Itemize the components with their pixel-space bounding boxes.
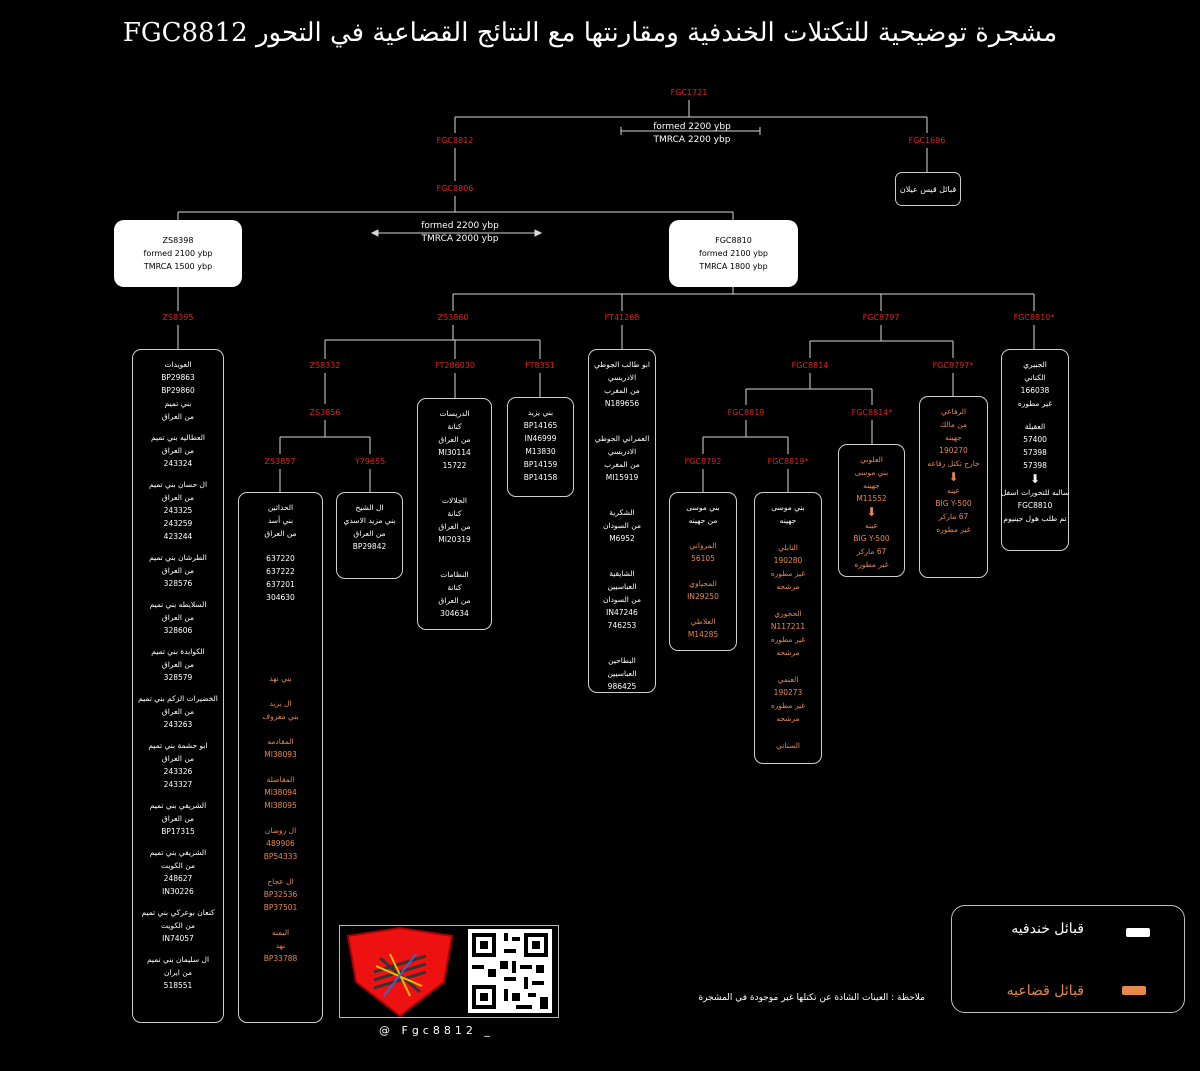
sample-line: من العراق (161, 493, 195, 502)
sample-line: العلوني (860, 455, 883, 464)
sample-line: من العراق (264, 529, 297, 538)
sample-line: BP29863 (161, 373, 195, 382)
sample-line: 637222 (266, 567, 295, 576)
sample-line: الحجوري (774, 609, 802, 618)
haplogroup-fgc8814-star: FGC8814* (851, 408, 893, 417)
sample-line: من العراق (161, 707, 195, 716)
sample-group (343, 501, 395, 553)
sample-group (771, 673, 805, 725)
samples-ft286030 (417, 398, 492, 630)
sample-line: العويدات (164, 360, 192, 369)
sample-line: من جهينه (688, 516, 718, 525)
sample-line: بني يزيد (527, 408, 554, 417)
sample-group (264, 773, 297, 812)
sample-line: 243326 (163, 767, 193, 776)
samples-fgc8797-star (919, 396, 988, 578)
haplogroup-fgc8819: FGC8819 (727, 408, 765, 417)
sample-line: اليمنه (271, 928, 290, 937)
sample-line: BP32536 (263, 890, 298, 899)
sample-line: الادريسي (607, 447, 637, 456)
samples-fgc8810-star (1001, 349, 1069, 551)
samples-y79655 (336, 492, 403, 579)
sample-group (151, 645, 204, 684)
sample-line: N117211 (770, 622, 806, 631)
down-arrow-icon: ⬇ (866, 505, 877, 519)
shield-logo-icon (340, 926, 460, 1018)
sample-line: ال روضان (264, 826, 297, 835)
sample-group (141, 906, 214, 945)
sample-line: 328579 (163, 673, 193, 682)
haplogroup-fgc1721: FGC1721 (670, 88, 708, 97)
sample-line: الحداثين (267, 503, 294, 512)
sample-line: جهينه (945, 433, 962, 442)
sample-line: نهد (275, 941, 286, 950)
sample-group (149, 551, 207, 590)
sample-line: المرواني (689, 541, 717, 550)
samples-fgc8819-star (754, 492, 822, 764)
annotation-formed: formed 2200 ybp (421, 221, 499, 231)
sample-line: BP14165 (523, 421, 558, 430)
sample-line: السلايطه بني تميم (149, 600, 207, 609)
sample-line: 746253 (607, 621, 637, 630)
sample-line: 67 ماركر (938, 512, 969, 521)
sample-group (595, 432, 650, 484)
sample-line: من العراق (353, 529, 386, 538)
sample-group (149, 478, 207, 543)
haplogroup-fgc8814: FGC8814 (791, 361, 829, 370)
sample-line: BP29860 (161, 386, 195, 395)
sample-group (264, 501, 296, 540)
sample-group (607, 654, 636, 693)
sample-line: 423244 (163, 532, 193, 541)
sample-line: 248627 (163, 874, 193, 883)
sample-line: العنمي (777, 675, 799, 684)
sample-line: من العراق (161, 754, 195, 763)
sample-line: MI20319 (438, 535, 471, 544)
sample-line: العباسيين (607, 582, 637, 591)
sample-line: IN46999 (524, 434, 557, 443)
sample-line: المقاصلة (266, 775, 295, 784)
sample-group (264, 875, 298, 914)
haplogroup-zs8332: ZS8332 (309, 361, 341, 370)
haplogroup-fgc8812: FGC8812 (436, 136, 474, 145)
sample-line: كنانة (447, 509, 462, 518)
sample-line: جهينه (863, 481, 880, 490)
sample-line: 986425 (607, 682, 637, 691)
haplogroup-zs8395: ZS8395 (162, 313, 194, 322)
sample-line: من مالك (939, 420, 967, 429)
sample-line: سالبه للتحورات اسفل (1000, 488, 1070, 497)
sample-group (771, 541, 805, 593)
sample-line: 304634 (440, 609, 469, 618)
sample-group (603, 567, 641, 632)
sample-line: من السودان (603, 521, 641, 530)
sample-line: BP54333 (263, 852, 298, 861)
sample-line: الكناني (1024, 373, 1046, 382)
box-fgc8810 (669, 220, 798, 287)
sample-line: M6952 (609, 534, 635, 543)
samples-ft41268 (588, 349, 656, 693)
sample-line: الطرشان بني تميم (149, 553, 207, 562)
sample-group (1001, 472, 1069, 525)
sample-group (138, 692, 218, 731)
sample-line: ال حسان بني تميم (148, 480, 208, 489)
samples-zs3857 (238, 492, 323, 1023)
sample-line: الكوابدة بني تميم (151, 647, 205, 656)
sample-line: 243327 (163, 780, 193, 789)
sample-line: 190270 (939, 446, 968, 455)
sample-line: من العراق (161, 814, 195, 823)
down-arrow-icon: ⬇ (1029, 472, 1041, 486)
sample-line: من العراق (438, 435, 471, 444)
sample-line: من ايران (163, 968, 192, 977)
box-formed: formed 2100 ybp (699, 249, 768, 258)
sample-line: من العراق (161, 613, 195, 622)
box-qays-aylan (895, 172, 961, 206)
sample-group (776, 739, 800, 752)
box-label: قبائل قيس عيلان (899, 184, 957, 194)
legend-label-khindif: قبائل خندفيه (1011, 921, 1084, 937)
sample-line: بني أسد (267, 516, 294, 525)
sample-line: غير مطوره (770, 701, 806, 710)
sample-line: MI30114 (438, 448, 471, 457)
sample-line: من العراق (161, 660, 195, 669)
sample-line: 190273 (773, 688, 803, 697)
sample-line: IN29250 (687, 592, 719, 601)
sample-line: الرفاعي (940, 407, 967, 416)
sample-line: 57398 (1023, 461, 1047, 470)
sample-line: بني نهد (269, 674, 292, 683)
samples-fgc8814-star (838, 444, 905, 577)
sample-line: BP29842 (352, 542, 387, 551)
haplogroup-fgc8792: FGC8792 (684, 457, 722, 466)
sample-line: 637201 (266, 580, 295, 589)
sample-group (594, 358, 650, 410)
sample-group (264, 735, 297, 761)
sample-line: النظامات (440, 570, 469, 579)
sample-group (771, 501, 804, 527)
samples-zs8395 (132, 349, 224, 1023)
annotation-tmrca: TMRCA 2000 ybp (421, 234, 499, 244)
sample-line: العلاطي (690, 617, 716, 626)
sample-line: جهينه (779, 516, 797, 525)
samples-fgc8792 (669, 492, 737, 651)
sample-group (771, 607, 805, 659)
samples-ft8351 (507, 397, 574, 497)
box-formed: formed 2100 ybp (143, 249, 213, 258)
haplogroup-y79655: Y79655 (354, 457, 386, 466)
sample-group (161, 358, 195, 423)
sample-group (262, 697, 298, 723)
sample-line: كنانة (447, 422, 462, 431)
sample-group (687, 577, 719, 603)
sample-line: MI38095 (264, 801, 297, 810)
sample-group (148, 739, 207, 791)
sample-line: 56105 (691, 554, 715, 563)
sample-line: العمراني الجوطي (594, 434, 650, 443)
sample-line: البطاحين (608, 656, 636, 665)
sample-line: السناني (776, 741, 800, 750)
haplogroup-zs3857: ZS3857 (264, 457, 296, 466)
sample-group (1018, 358, 1052, 410)
qr-code-icon (468, 929, 552, 1013)
haplogroup-zs3860: ZS3860 (437, 313, 469, 322)
sample-line: الجبيري (1023, 360, 1047, 369)
sample-group (927, 405, 979, 536)
sample-line: M13830 (525, 447, 556, 456)
sample-line: بني مزيد الاسدي (343, 516, 396, 525)
sample-line: 166038 (1020, 386, 1050, 395)
sample-line: العباسيين (607, 669, 637, 678)
sample-line: 15722 (442, 461, 467, 470)
haplogroup-fgc8810-star: FGC8810* (1013, 313, 1055, 322)
sample-line: ابو حشمة بني تميم (148, 741, 208, 750)
sample-line: الادريسي (607, 373, 637, 382)
sample-line: BP37501 (263, 903, 298, 912)
sample-line: العطاليه بني تميم (150, 433, 206, 442)
sample-line: كنعان بوعركي بني تميم (141, 908, 215, 917)
sample-line: BP14159 (523, 460, 558, 469)
sample-line: غير مطوره (770, 569, 806, 578)
sample-line: الشايقية (609, 569, 635, 578)
sample-line: 328576 (163, 579, 193, 588)
sample-line: ال يزيد (269, 699, 292, 708)
sample-group (688, 615, 718, 641)
box-haplogroup: FGC8810 (715, 236, 752, 245)
sample-line: بني تميم (164, 399, 192, 408)
box-tmrca: TMRCA 1500 ybp (143, 262, 213, 271)
sample-line: BP33788 (263, 954, 298, 963)
legend (951, 905, 1185, 1013)
sample-line: 190280 (773, 556, 803, 565)
sample-line: 637220 (266, 554, 295, 563)
sample-line: 489906 (266, 839, 295, 848)
legend-label-qudaa: قبائل قضاعيه (1006, 983, 1084, 999)
sample-line: من الكويت (161, 921, 195, 930)
sample-group (603, 506, 641, 545)
annotation-tmrca: TMRCA 2200 ybp (653, 135, 731, 145)
sample-line: 67 ماركر (856, 547, 887, 556)
sample-line: BIG Y-500 (935, 499, 972, 508)
sample-line: 328606 (163, 626, 193, 635)
legend-swatch-khindif (1126, 928, 1150, 937)
sample-line: ال عجاج (267, 877, 294, 886)
sample-group (690, 539, 717, 565)
sample-line: الخضيرات الزكم بني تميم (138, 694, 218, 703)
page-title: مشجرة توضيحية للتكتلات الخندفية ومقارنتها مع النتائج القضاعية في التحور FGC8812 (122, 18, 1058, 48)
sample-line: العقيلة (1024, 422, 1046, 431)
sample-line: بني موسى (771, 503, 805, 512)
sample-line: عينه (946, 486, 960, 495)
sample-line: MI38093 (264, 750, 297, 759)
sample-line: ال سليمان بني تميم (146, 955, 210, 964)
sample-line: الشريفي بني تميم (149, 801, 207, 810)
sample-line: MI15919 (605, 473, 639, 482)
sample-line: BP14158 (523, 473, 558, 482)
sample-group (147, 953, 209, 992)
sample-line: M11552 (856, 494, 887, 503)
sample-group (438, 494, 471, 546)
box-haplogroup: ZS8398 (162, 236, 194, 245)
sample-line: غير مطوره (854, 560, 889, 569)
sample-line: من المغرب (604, 386, 640, 395)
haplogroup-fgc8806: FGC8806 (436, 184, 474, 193)
sample-line: 57398 (1023, 448, 1047, 457)
sample-line: FGC8810 (1017, 501, 1053, 510)
haplogroup-fgc8797-star: FGC8797* (932, 361, 974, 370)
sample-line: من العراق (161, 412, 195, 421)
sample-line: ال الشيخ (355, 503, 384, 512)
down-arrow-icon: ⬇ (948, 470, 959, 484)
sample-line: بني معروف (262, 712, 299, 721)
haplogroup-zs3856: ZS3856 (309, 408, 341, 417)
sample-line: غير مطوره (936, 525, 971, 534)
author-handle: @ Fgc8812 _ (379, 1024, 494, 1037)
sample-line: من السودان (603, 595, 641, 604)
sample-group (1023, 420, 1047, 472)
sample-line: من العراق (438, 522, 471, 531)
sample-group (524, 406, 558, 484)
box-tmrca: TMRCA 1800 ybp (699, 262, 768, 271)
sample-line: النايلي (778, 543, 798, 552)
sample-line: بني موسى (686, 503, 720, 512)
sample-line: الشريفي بني تميم (149, 848, 207, 857)
sample-line: كنانة (447, 583, 462, 592)
sample-line: 57400 (1023, 435, 1047, 444)
haplogroup-ft286030: FT286030 (435, 361, 475, 370)
sample-line: الدريسات (439, 409, 470, 418)
sample-line: 243324 (163, 459, 193, 468)
haplogroup-ft8351: FT8351 (525, 361, 555, 370)
sample-line: 243259 (163, 519, 193, 528)
sample-line: BIG Y-500 (853, 534, 890, 543)
sample-group (150, 846, 206, 898)
sample-group (264, 926, 298, 965)
box-zs8398 (114, 220, 242, 287)
sample-line: تم طلب هول جينيوم (1003, 514, 1067, 523)
sample-group (686, 501, 719, 527)
sample-line: IN74057 (162, 934, 194, 943)
sample-line: عينه (864, 521, 879, 530)
annotation-fgc8806 (421, 220, 499, 246)
sample-line: من العراق (438, 596, 471, 605)
sample-line: مرشحه (776, 582, 800, 591)
sample-line: مرشحه (776, 648, 800, 657)
sample-group (151, 431, 205, 470)
sample-line: من المغرب (604, 460, 640, 469)
sample-group (438, 568, 470, 620)
sample-line: IN47246 (606, 608, 638, 617)
sample-line: MI38094 (264, 788, 297, 797)
sample-line: غير مطوره (770, 635, 806, 644)
sample-group (150, 799, 206, 838)
sample-group (438, 407, 471, 472)
sample-group (266, 552, 295, 604)
sample-line: بني موسى (854, 468, 889, 477)
sample-line: خارج تكتل رفاعه (927, 459, 980, 468)
sample-line: غير مطوره (1017, 399, 1053, 408)
sample-line: الجلالات (441, 496, 467, 505)
footnote: ملاحظة : العينات الشاذة عن تكتلها غير موجودة في المشجرة (698, 993, 925, 1003)
haplogroup-fgc8797: FGC8797 (862, 313, 900, 322)
sample-line: الشكرية (609, 508, 635, 517)
annotation-formed: formed 2200 ybp (653, 122, 731, 132)
sample-line: مرشحه (776, 714, 800, 723)
sample-line: M14285 (687, 630, 719, 639)
sample-line: من الكويت (161, 861, 195, 870)
sample-line: N189656 (604, 399, 640, 408)
sample-line: IN30226 (162, 887, 194, 896)
sample-group (264, 824, 298, 863)
sample-line: BP17315 (161, 827, 195, 836)
haplogroup-ft41268: FT41268 (604, 313, 640, 322)
sample-line: 518551 (163, 981, 193, 990)
haplogroup-fgc8819-star: FGC8819* (767, 457, 809, 466)
sample-line: من العراق (161, 446, 195, 455)
sample-group (853, 453, 889, 571)
sample-line: 243325 (163, 506, 193, 515)
sample-line: المقادمه (267, 737, 294, 746)
sample-group (269, 672, 291, 685)
sample-line: المحياوي (689, 579, 717, 588)
sample-group (150, 598, 207, 637)
haplogroup-fgc1696: FGC1696 (908, 136, 946, 145)
sample-line: ابو طالب الجوطي (593, 360, 651, 369)
sample-line: من العراق (161, 566, 195, 575)
annotation-fgc8812 (653, 121, 731, 147)
legend-swatch-qudaa (1122, 986, 1146, 995)
sample-line: 304630 (266, 593, 295, 602)
sample-line: 243263 (163, 720, 193, 729)
